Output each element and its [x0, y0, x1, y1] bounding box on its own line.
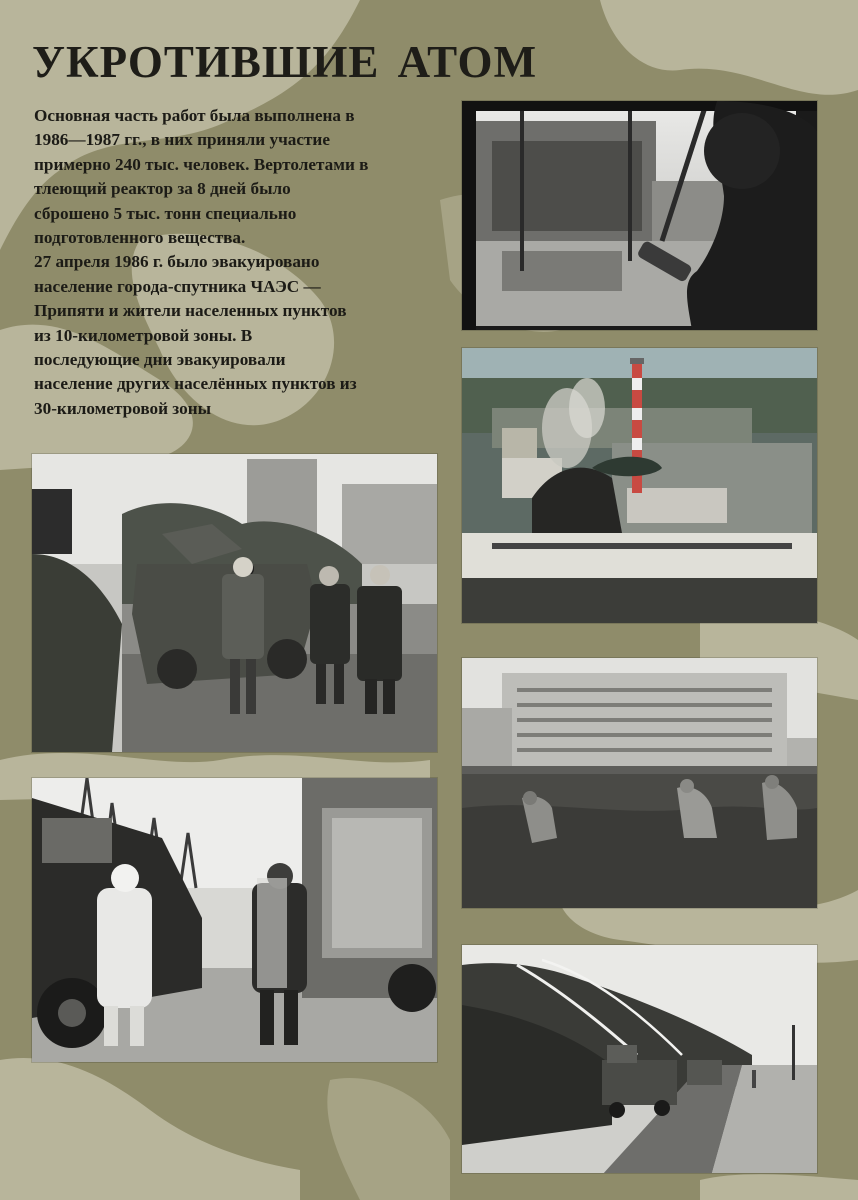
text-line: население города-спутника ЧАЭС —	[34, 276, 321, 296]
photo-armored-vehicle-crew	[32, 454, 437, 752]
intro-paragraph	[34, 104, 454, 421]
page-title: УКРОТИВШИЕ АТОМ	[32, 37, 538, 87]
photo-dosimetrist-construction	[462, 101, 817, 330]
text-line: Припяти и жители населенных пунктов	[34, 301, 347, 321]
text-line: подготовленного вещества.	[34, 228, 246, 248]
text-line: тлеющий реактор за 8 дней было	[34, 179, 291, 199]
photo-building-field-workers	[462, 658, 817, 908]
text-line: из 10-километровой зоны. В	[34, 325, 253, 345]
text-line: 1986—1987 гг., в них приняли участие	[34, 130, 330, 150]
photo-decontamination-trucks	[32, 778, 437, 1062]
text-line: последующие дни эвакуировали	[34, 350, 286, 370]
text-line: 30-километровой зоны	[34, 398, 212, 418]
text-line: Основная часть работ была выполнена в	[34, 106, 355, 125]
text-line: сброшено 5 тыс. тонн специально	[34, 203, 297, 223]
text-line: население других населённых пунктов из	[34, 374, 357, 394]
photo-reactor-aerial	[462, 348, 817, 623]
text-line: 27 апреля 1986 г. было эвакуировано	[34, 252, 320, 272]
text-line: примерно 240 тыс. человек. Вертолетами в	[34, 154, 369, 174]
photo-water-spraying-trucks	[462, 945, 817, 1173]
